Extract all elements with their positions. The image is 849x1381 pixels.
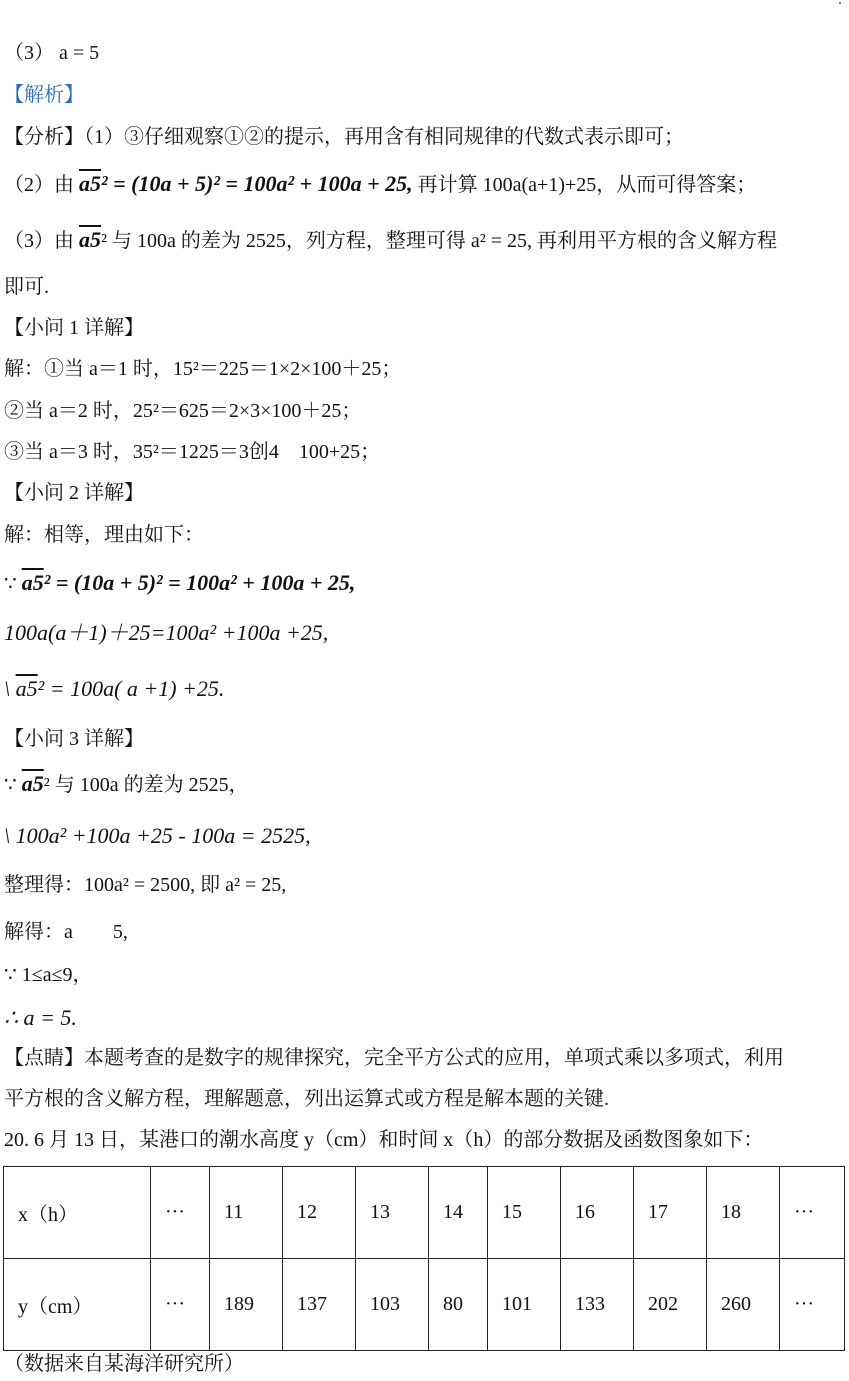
ellipsis-cell: ··· <box>151 1259 210 1351</box>
y-cell: 80 <box>429 1259 488 1351</box>
heading-q3: 【小问 3 详解】 <box>4 728 144 750</box>
q3-solve: 解得：a 5, <box>4 921 128 943</box>
text: 再计算 100a(a+1)+25，从而可得答案； <box>412 174 757 196</box>
tide-data-table <box>3 1166 845 1351</box>
text: （3）由 <box>4 230 79 252</box>
q3-range: ∵ 1≤a≤9， <box>4 964 93 986</box>
heading-q1: 【小问 1 详解】 <box>4 317 144 339</box>
x-cell: 16 <box>561 1167 634 1259</box>
row-label-y: y（cm） <box>4 1259 151 1351</box>
comment-2: 平方根的含义解方程，理解题意，列出运算式或方程是解本题的关键. <box>4 1088 609 1110</box>
formula: ² = (10a + 5)² = 100a² + 100a + 25, <box>43 570 356 595</box>
overline-a5: a5 <box>21 570 44 595</box>
text: ² 与 100a 的差为 2525，列方程，整理可得 a² = 25, 再利用平方根的含义解方程 <box>101 230 778 252</box>
question-20: 20. 6 月 13 日，某港口的潮水高度 y（cm）和时间 x（h）的部分数据及函数图象如下： <box>4 1129 764 1151</box>
y-cell: 103 <box>356 1259 429 1351</box>
q2-because <box>4 570 355 597</box>
q2-expand: 100a(a＋1)＋25=100a² +100a +25, <box>4 620 329 645</box>
q2-therefore <box>4 676 224 702</box>
q3-equation: \ 100a² +100a +25 - 100a = 2525, <box>4 823 311 848</box>
q1-step3: ③当 a＝3 时，35²＝1225＝3创4 100+25； <box>4 441 381 463</box>
x-cell: 18 <box>707 1167 780 1259</box>
overline-a5: a5 <box>79 227 101 252</box>
x-cell: 15 <box>488 1167 561 1259</box>
table-row-x <box>4 1167 845 1259</box>
x-cell: 13 <box>356 1167 429 1259</box>
text: ∵ <box>4 573 22 595</box>
analysis-1: 【分析】（1）③仔细观察①②的提示，再用含有相同规律的代数式表示即可； <box>4 126 684 148</box>
analysis-3 <box>4 227 777 254</box>
x-cell: 11 <box>210 1167 283 1259</box>
ellipsis-cell: ··· <box>151 1167 210 1259</box>
heading-q2: 【小问 2 详解】 <box>4 482 144 504</box>
table-row-y <box>4 1259 845 1351</box>
x-cell: 17 <box>634 1167 707 1259</box>
text: （2）由 <box>4 174 79 196</box>
formula: ² = (10a + 5)² = 100a² + 100a + 25, <box>101 171 413 196</box>
section-jiexi: 【解析】 <box>4 84 84 106</box>
q2-intro: 解：相等，理由如下： <box>4 524 204 546</box>
y-cell: 137 <box>283 1259 356 1351</box>
corner-mark <box>839 2 841 4</box>
ellipsis-cell: ··· <box>780 1259 845 1351</box>
line-answer-3: （3） a = 5 <box>4 42 100 64</box>
comment-1: 【点睛】本题考查的是数字的规律探究，完全平方公式的应用，单项式乘以多项式，利用 <box>4 1047 784 1069</box>
data-source-note: （数据来自某海洋研究所） <box>4 1353 244 1375</box>
x-cell: 12 <box>283 1167 356 1259</box>
x-cell: 14 <box>429 1167 488 1259</box>
y-cell: 133 <box>561 1259 634 1351</box>
text: ∵ <box>4 774 22 796</box>
q3-because <box>4 771 249 798</box>
q1-step1: 解：①当 a＝1 时，15²＝225＝1×2×100＋25； <box>4 358 402 380</box>
row-label-x: x（h） <box>4 1167 151 1259</box>
q3-simplify: 整理得：100a² = 2500, 即 a² = 25, <box>4 874 287 896</box>
ellipsis-cell: ··· <box>780 1167 845 1259</box>
y-cell: 260 <box>707 1259 780 1351</box>
y-cell: 189 <box>210 1259 283 1351</box>
analysis-2 <box>4 171 756 198</box>
y-cell: 202 <box>634 1259 707 1351</box>
text: \ <box>4 676 16 701</box>
text: ² 与 100a 的差为 2525， <box>43 774 249 796</box>
q3-conclusion: ∴ a = 5. <box>4 1005 77 1030</box>
overline-a5: a5 <box>79 171 101 196</box>
formula: ² = 100a( a +1) +25. <box>37 676 225 701</box>
q1-step2: ②当 a＝2 时，25²＝625＝2×3×100＋25； <box>4 400 362 422</box>
overline-a5: a5 <box>15 676 38 701</box>
overline-a5: a5 <box>21 771 44 796</box>
analysis-3-cont: 即可. <box>4 276 49 298</box>
y-cell: 101 <box>488 1259 561 1351</box>
